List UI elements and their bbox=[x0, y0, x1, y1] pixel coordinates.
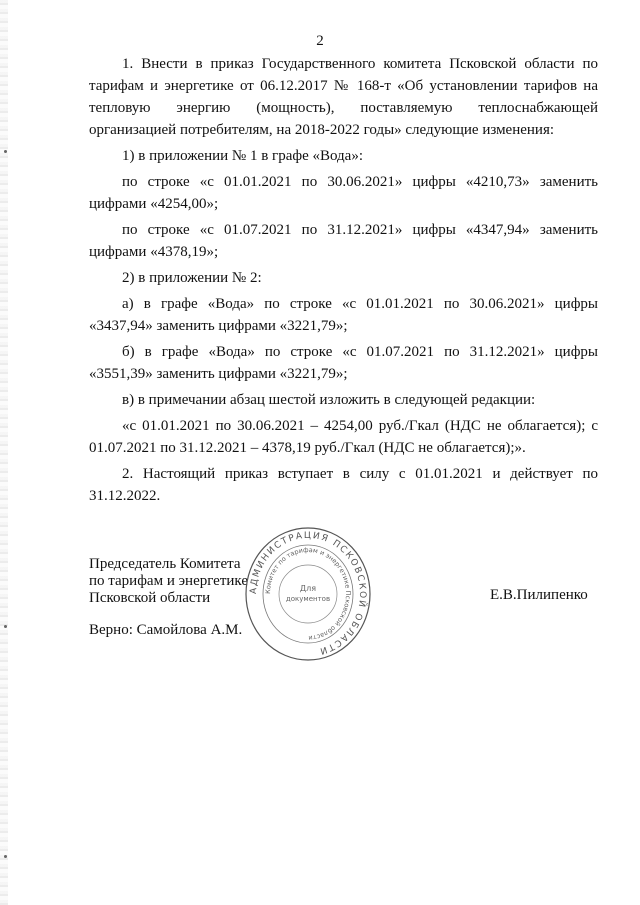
stamp-center-line2: документов bbox=[285, 595, 331, 603]
page-number: 2 bbox=[316, 33, 324, 49]
stamp-center-line1: Для bbox=[299, 584, 317, 593]
paragraph-5: 2) в приложении № 2: bbox=[122, 270, 262, 286]
signer-position-line1: Председатель Комитета bbox=[89, 556, 241, 572]
scan-speck bbox=[4, 625, 7, 628]
paragraph-3: по строке «с 01.01.2021 по 30.06.2021» цифры «4210,73» заменить цифрами «4254,00»; bbox=[89, 174, 598, 212]
signer-position-line2: по тарифам и энергетике bbox=[89, 573, 248, 589]
signer-position bbox=[89, 556, 248, 607]
scan-speck bbox=[4, 150, 7, 153]
signer-name: Е.В.Пилипенко bbox=[490, 587, 588, 603]
paragraph-8: в) в примечании абзац шестой изложить в следующей редакции: bbox=[122, 392, 536, 408]
svg-text:Комитет по тарифам и энергетик bbox=[264, 546, 352, 642]
paragraph-7: б) в графе «Вода» по строке «с 01.07.2021 по 31.12.2021» цифры «3551,39» заменить цифрами «3221,79»; bbox=[89, 344, 598, 382]
certified-copy-note: Верно: Самойлова А.М. bbox=[89, 622, 243, 638]
paragraph-2: 1) в приложении № 1 в графе «Вода»: bbox=[122, 148, 364, 164]
stamp-outer-text: АДМИНИСТРАЦИЯ ПСКОВСКОЙ ОБЛАСТИ bbox=[248, 530, 368, 656]
stamp-inner-text: Комитет по тарифам и энергетике Псковской области bbox=[263, 545, 353, 643]
paragraph-4: по строке «с 01.07.2021 по 31.12.2021» цифры «4347,94» заменить цифрами «4378,19»; bbox=[89, 222, 598, 260]
scan-speck bbox=[4, 855, 7, 858]
paragraph-10: 2. Настоящий приказ вступает в силу с 01.01.2021 и действует по 31.12.2022. bbox=[89, 466, 598, 504]
signer-position-line3: Псковской области bbox=[89, 590, 211, 606]
scan-edge bbox=[0, 0, 8, 905]
official-stamp bbox=[244, 525, 372, 663]
paragraph-1: 1. Внести в приказ Государственного комитета Псковской области по тарифам и энергетике от 06.12.2017 № 168-т «Об установлении тарифов на тепловую энергию (мощность), поставляемую теплоснабжающей организацией потребителям, на 2018-2022 годы» следующие изменения: bbox=[89, 56, 598, 138]
paragraph-9: «с 01.01.2021 по 30.06.2021 – 4254,00 руб./Гкал (НДС не облагается); с 01.07.2021 по 31.12.2021 – 4378,19 руб./Гкал (НДС не облагается);». bbox=[89, 418, 598, 456]
document-body bbox=[89, 53, 598, 511]
paragraph-6: а) в графе «Вода» по строке «с 01.01.2021 по 30.06.2021» цифры «3437,94» заменить цифрами «3221,79»; bbox=[89, 296, 598, 334]
